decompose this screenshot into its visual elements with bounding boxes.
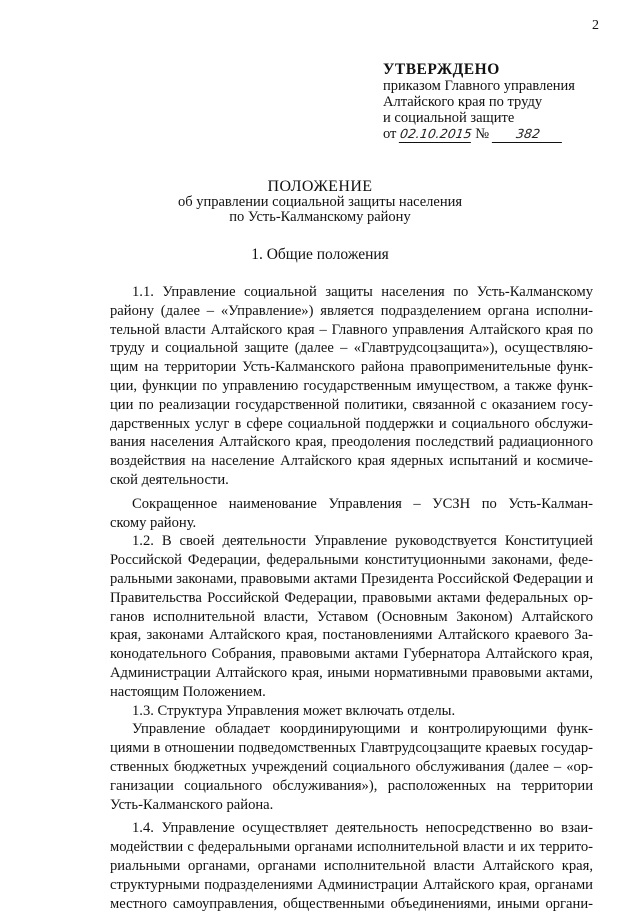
text-line: Администрации Алтайского края, иными нормативными правовыми актами, — [110, 664, 593, 683]
text-line: вания населения Алтайского края, преодоления последствий радиационного — [110, 433, 593, 452]
text-line: 1.2. В своей деятельности Управление руководствуется Конституцией — [110, 532, 593, 551]
paragraph — [110, 283, 593, 490]
order-number-sign: № — [475, 126, 489, 142]
order-number: 382 — [492, 126, 564, 143]
text-line: местного самоуправления, общественными объединениями, иными органи- — [110, 895, 593, 913]
text-line: 1.1. Управление социальной защиты населения по Усть-Калманскому — [110, 283, 593, 302]
document-subtitle: по Усть-Калманскому району — [0, 210, 640, 225]
text-line: ской деятельности. — [110, 471, 593, 490]
order-date: 02.10.2015 — [399, 126, 473, 143]
text-line: труду и социальной защите (далее – «Главтрудсоцзащита»), осуществляю- — [110, 339, 593, 358]
document-title: ПОЛОЖЕНИЕ — [0, 178, 640, 195]
paragraph — [110, 819, 593, 913]
document-subtitle: об управлении социальной защиты населения — [0, 195, 640, 210]
text-line: ганов исполнительной власти, Уставом (Основным Законом) Алтайского — [110, 608, 593, 627]
text-line: риальными органами, органами исполнительной власти Алтайского края, — [110, 857, 593, 876]
page-number: 2 — [592, 18, 599, 34]
text-line: ции по реализации государственной политики, связанной с оказанием госу- — [110, 396, 593, 415]
text-line: 1.4. Управление осуществляет деятельность непосредственно во взаи- — [110, 819, 593, 838]
document-body — [110, 283, 593, 913]
text-line: настоящим Положением. — [110, 683, 593, 702]
text-line: Сокращенное наименование Управления – УСЗН по Усть-Калман- — [110, 495, 593, 514]
text-line: структурными подразделениями Администрации Алтайского края, органами — [110, 876, 593, 895]
text-line: району (далее – «Управление») является подразделением органа исполни- — [110, 302, 593, 321]
text-line: края, законами Алтайского края, постановлениями Алтайского краевого За- — [110, 626, 593, 645]
text-line: Правительства Российской Федерации, правовыми актами федеральных ор- — [110, 589, 593, 608]
text-line: Российской Федерации, федеральными конституционными законами, феде- — [110, 551, 593, 570]
order-prefix: от — [383, 126, 396, 142]
text-line: модействии с федеральными органами исполнительной власти и их террито- — [110, 838, 593, 857]
text-line: щим на территории Усть-Калманского района правоприменительные функ- — [110, 358, 593, 377]
text-line: Усть-Калманского района. — [110, 796, 593, 815]
text-line: конодательного Собрания, правовыми актами Губернатора Алтайского края, — [110, 645, 593, 664]
text-line: воздействия на население Алтайского края ядерных испытаний и космиче- — [110, 452, 593, 471]
text-line: 1.3. Структура Управления может включать отделы. — [110, 702, 593, 721]
text-line: Управление обладает координирующими и контролирующими функ- — [110, 720, 593, 739]
approved-heading: УТВЕРЖДЕНО — [383, 62, 575, 78]
paragraph — [110, 495, 593, 533]
text-line: ственных бюджетных учреждений социального обслуживания (далее – «ор- — [110, 758, 593, 777]
paragraph — [110, 702, 593, 721]
document-title-block — [0, 178, 640, 225]
text-line: тельной власти Алтайского края – Главного управления Алтайского края по — [110, 321, 593, 340]
text-line: скому району. — [110, 514, 593, 533]
approval-line: Алтайского края по труду — [383, 94, 575, 110]
approval-line: приказом Главного управления — [383, 78, 575, 94]
order-line — [383, 126, 575, 143]
approval-line: и социальной защите — [383, 110, 575, 126]
text-line: дарственных услуг в сфере социальной поддержки и социального обслужи- — [110, 415, 593, 434]
text-line: ганизации социального обслуживания»), расположенных на территории — [110, 777, 593, 796]
section-heading: 1. Общие положения — [0, 246, 640, 264]
text-line: ральными законами, правовыми актами Президента Российской Федерации и — [110, 570, 593, 589]
paragraph — [110, 720, 593, 814]
text-line: ции, функции по управлению государственным имуществом, а также функ- — [110, 377, 593, 396]
approval-stamp — [383, 62, 575, 143]
text-line: циями в отношении подведомственных Главтрудсоцзащите краевых государ- — [110, 739, 593, 758]
paragraph — [110, 532, 593, 701]
